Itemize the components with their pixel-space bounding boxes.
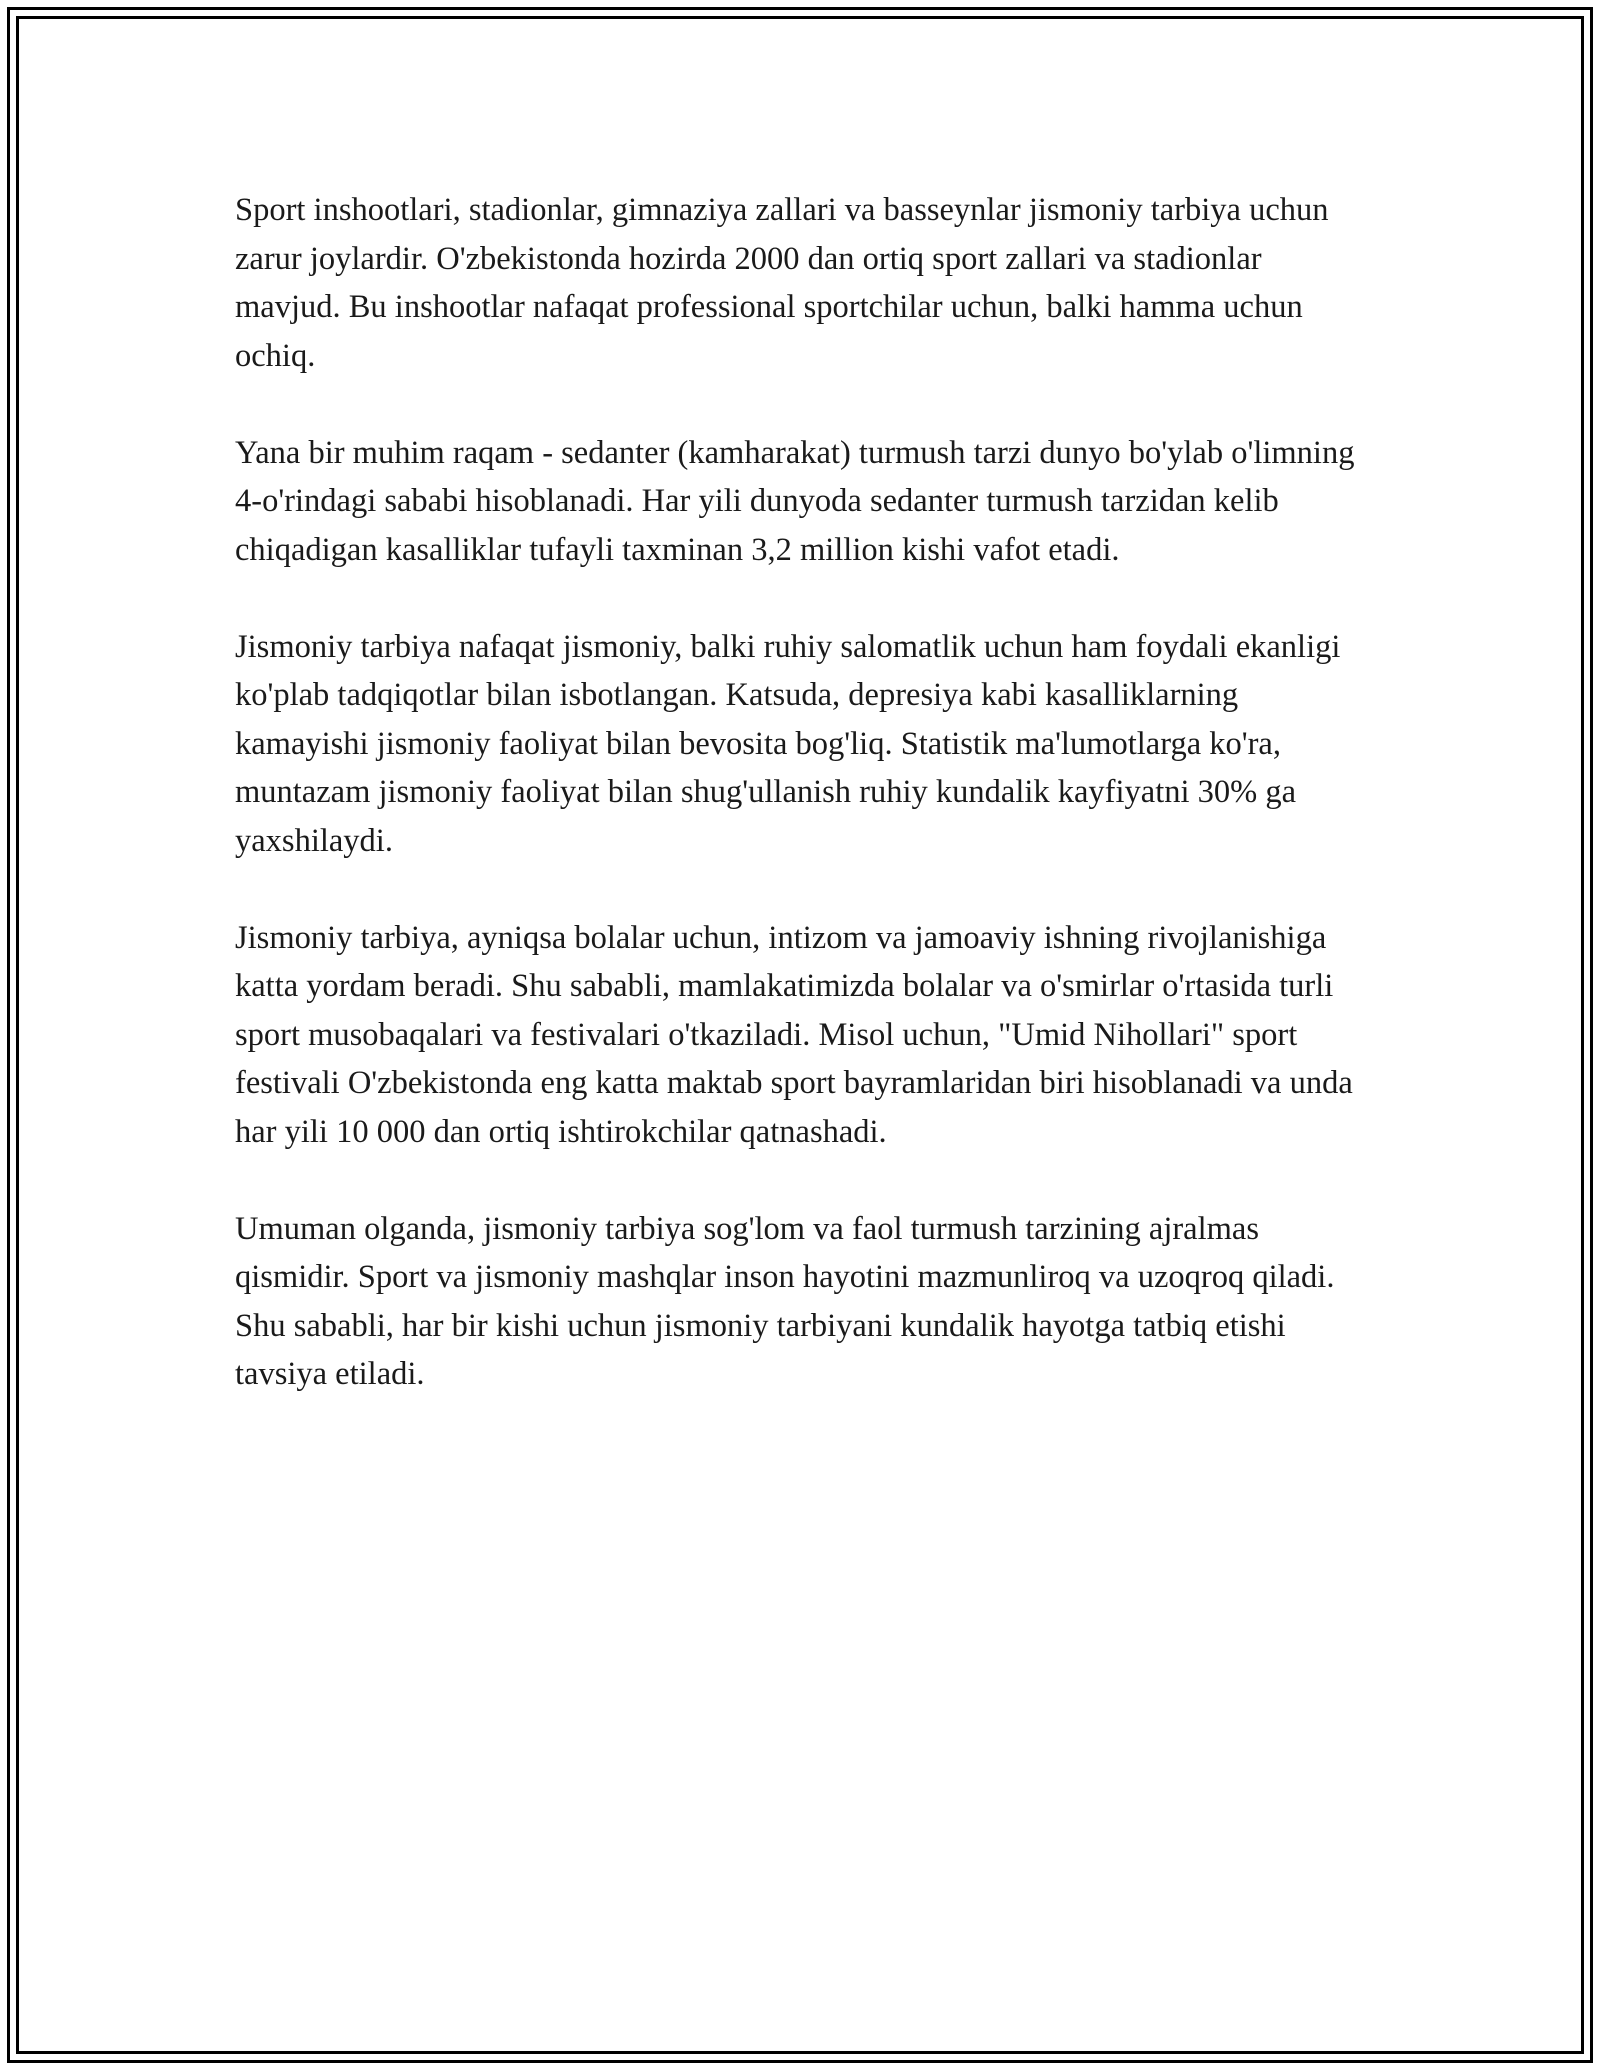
paragraph-3: Jismoniy tarbiya nafaqat jismoniy, balki ruhiy salomatlik uchun ham foydali ekanligi ko'plab tadqiqotlar bilan isbotlangan. Katsuda, depresiya kabi kasalliklarning kamayishi jismoniy faoliyat bilan bevosita bog'liq. Statistik ma'lumotlarga ko'ra, muntazam jismoniy faoliyat bilan shug'ullanish ruhiy kundalik kayfiyatni 30% ga yaxshilaydi.	[235, 628, 1341, 859]
paragraph-2: Yana bir muhim raqam - sedanter (kamharakat) turmush tarzi dunyo bo'ylab o'limning 4-o'rindagi sababi hisoblanadi. Har yili dunyoda sedanter turmush tarzidan kelib chiqadigan kasalliklar tufayli taxminan 3,2 million kishi vafot etadi.	[235, 434, 1355, 568]
paragraph-4: Jismoniy tarbiya, ayniqsa bolalar uchun, intizom va jamoaviy ishning rivojlanishiga katta yordam beradi. Shu sababli, mamlakatimizda bolalar va o'smirlar o'rtasida turli sport musobaqalari va festivalari o'tkaziladi. Misol uchun, "Umid Nihollari" sport festivali O'zbekistonda eng katta maktab sport bayramlaridan biri hisoblanadi va unda har yili 10 000 dan ortiq ishtirokchilar qatnashadi.	[235, 919, 1353, 1150]
paragraph-5: Umuman olganda, jismoniy tarbiya sog'lom va faol turmush tarzining ajralmas qismidir. Sport va jismoniy mashqlar inson hayotini mazmunliroq va uzoqroq qiladi. Shu sababli, har bir kishi uchun jismoniy tarbiyani kundalik hayotga tatbiq etishi tavsiya etiladi.	[235, 1210, 1335, 1392]
document-body	[235, 186, 1365, 1447]
paragraph-1: Sport inshootlari, stadionlar, gimnaziya zallari va basseynlar jismoniy tarbiya uchun zarur joylardir. O'zbekistonda hozirda 2000 dan ortiq sport zallari va stadionlar mavjud. Bu inshootlar nafaqat professional sportchilar uchun, balki hamma uchun ochiq.	[235, 192, 1329, 374]
